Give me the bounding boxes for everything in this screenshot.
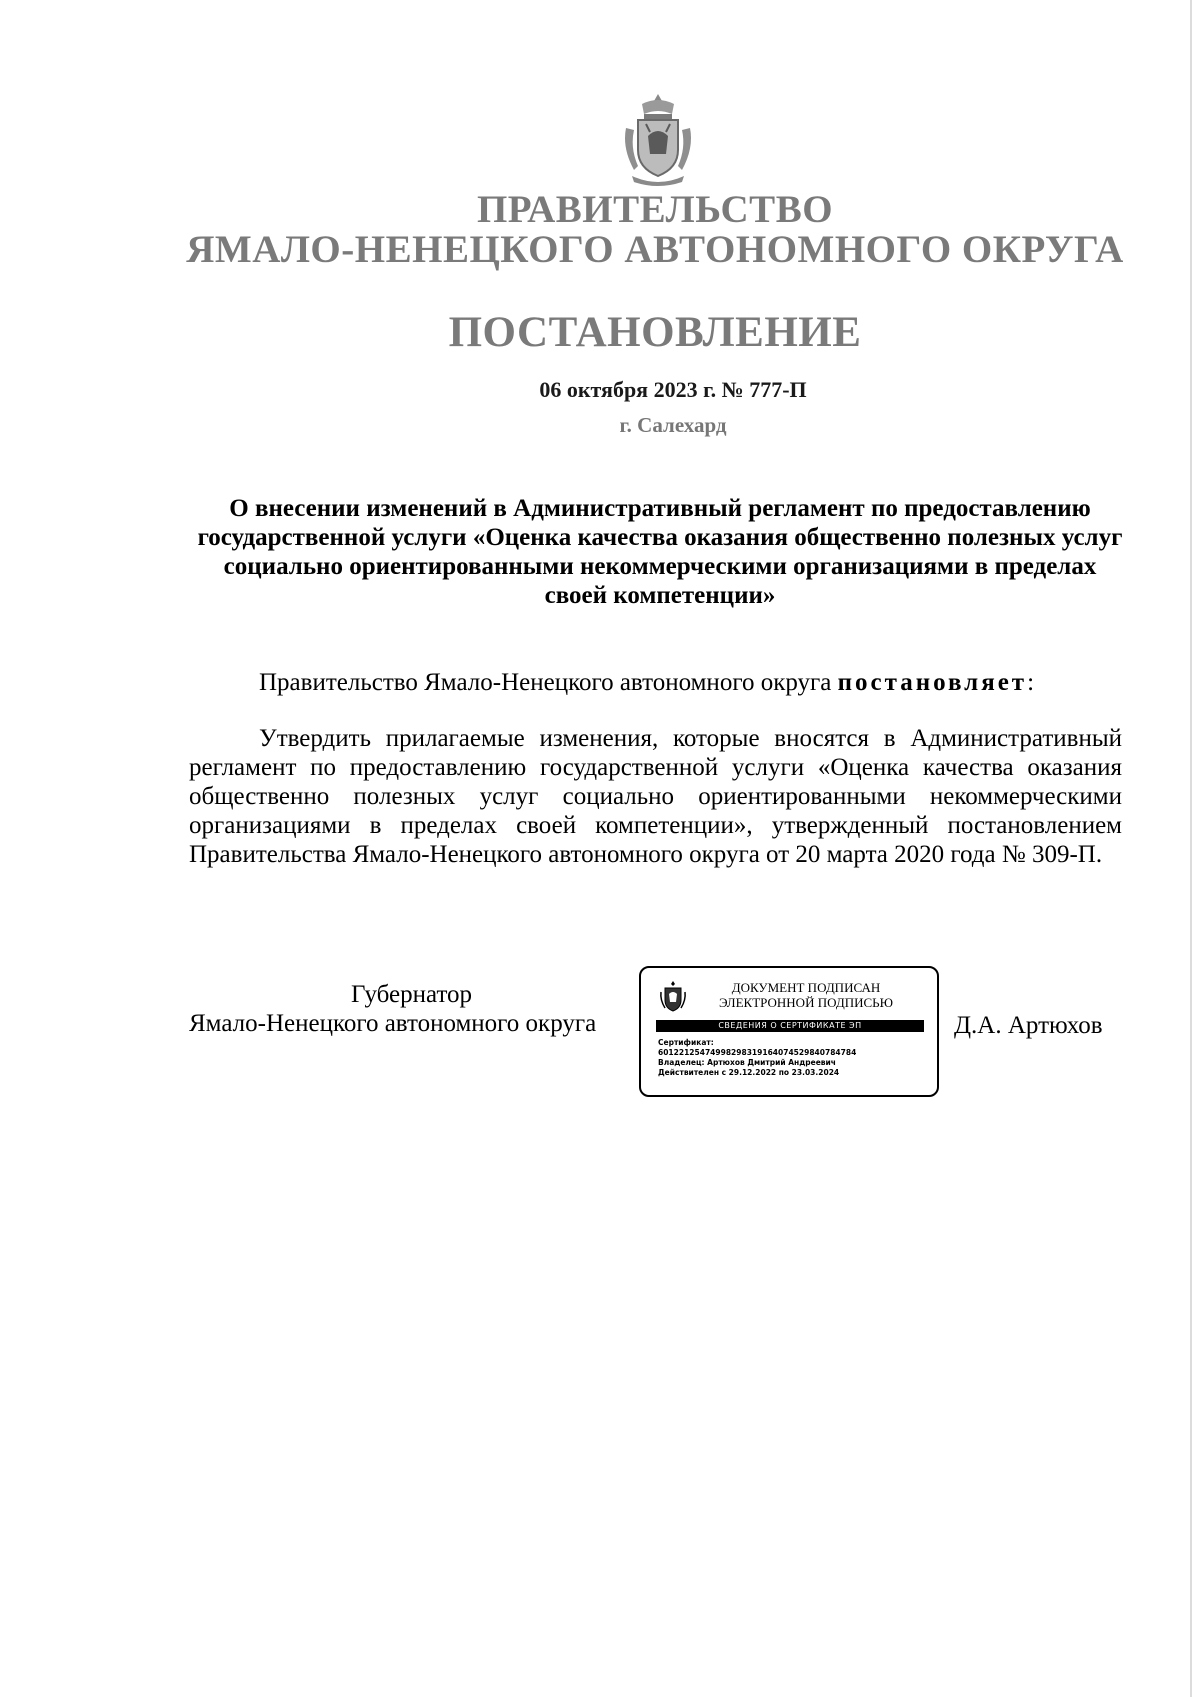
certificate-number: 601221254749982983191640745298407847​84 <box>658 1048 857 1057</box>
decision-paragraph: Утвердить прилагаемые изменения, которые вносятся в Административный регламент по предоставлению государственной услуги «Оценка качества оказания общественно полезных услуг социально ориентированными некоммерческими организациями в пределах своей компетенции», утвержденный постановлением Правительства Ямало-Ненецкого автономного округа от 20 марта 2020 года № 309-П. <box>189 725 1122 868</box>
document-type: ПОСТАНОВЛЕНИЕ <box>448 309 862 356</box>
certificate-label: Сертификат: <box>658 1038 714 1047</box>
certificate-owner: Владелец: Артюхов Дмитрий Андреевич <box>658 1058 836 1067</box>
resolves-suffix: : <box>1027 669 1035 696</box>
document-subject: О внесении изменений в Административный регламент по предоставлению государственной услуги «Оценка качества оказания общественно полезных услуг социально ориентированными некоммерческими организациями в пределах своей компетенции» <box>197 495 1123 609</box>
government-name-line1: ПРАВИТЕЛЬСТВО <box>476 188 834 231</box>
stamp-header-line2: ЭЛЕКТРОННОЙ ПОДПИСЬЮ <box>719 995 893 1010</box>
document-date-number: 06 октября 2023 г. № 777-П <box>539 377 807 402</box>
stamp-header <box>693 980 919 1010</box>
resolves-word: постановляет <box>837 669 1028 696</box>
resolves-prefix: Правительство Ямало-Ненецкого автономного округа <box>259 669 838 696</box>
stamp-header-line1: ДОКУМЕНТ ПОДПИСАН <box>731 980 881 995</box>
electronic-signature-stamp <box>639 966 939 1097</box>
document-city: г. Салехард <box>619 413 727 437</box>
signatory-position <box>189 980 634 1038</box>
coat-of-arms-icon <box>620 92 696 188</box>
government-name-line2: ЯМАЛО-НЕНЕЦКОГО АВТОНОМНОГО ОКРУГА <box>186 228 1124 271</box>
certificate-info-bar: СВЕДЕНИЯ О СЕРТИФИКАТЕ ЭП <box>656 1020 924 1032</box>
certificate-validity: Действителен с 29.12.2022 по 23.03.2024 <box>658 1068 840 1077</box>
signatory-position-line2: Ямало-Ненецкого автономного округа <box>189 1010 597 1037</box>
coat-of-arms-icon <box>659 980 687 1012</box>
signatory-position-line1: Губернатор <box>350 981 473 1008</box>
certificate-details <box>658 1038 934 1078</box>
signatory-name: Д.А. Артюхов <box>954 1012 1103 1039</box>
resolves-paragraph <box>189 668 1122 697</box>
